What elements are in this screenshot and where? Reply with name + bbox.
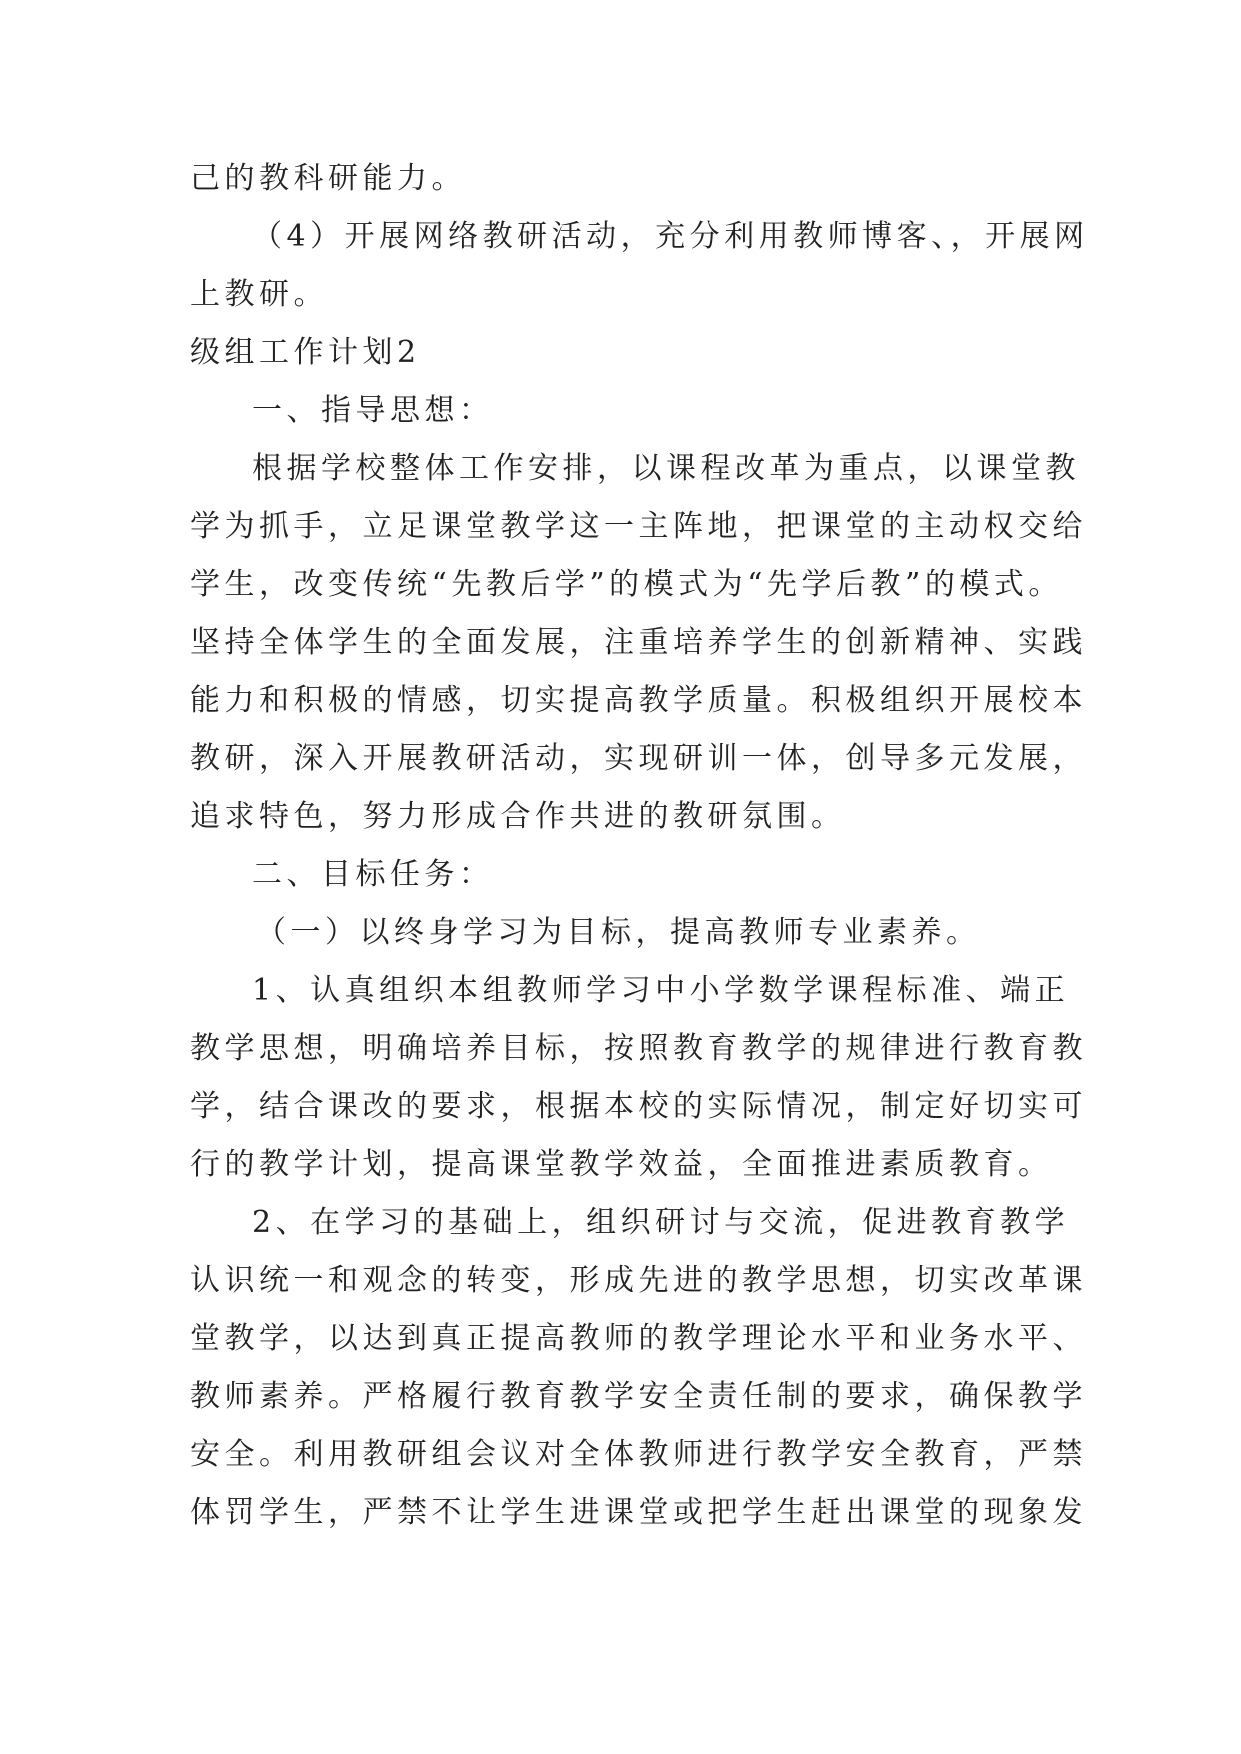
paragraph-line: 学为抓手，立足课堂教学这一主阵地，把课堂的主动权交给 xyxy=(190,509,1087,544)
paragraph-line: 体罚学生，严禁不让学生进课堂或把学生赶出课堂的现象发 xyxy=(190,1495,1087,1530)
paragraph-line: 教学思想，明确培养目标，按照教育教学的规律进行教育教 xyxy=(190,1031,1087,1066)
paragraph-line: 认识统一和观念的转变，形成先进的教学思想，切实改革课 xyxy=(190,1263,1087,1298)
paragraph-line: 1、认真组织本组教师学习中小学数学课程标准、端正 xyxy=(252,973,1070,1008)
section-heading: 一、指导思想： xyxy=(252,393,494,428)
paragraph-line: 2、在学习的基础上，组织研讨与交流，促进教育教学 xyxy=(252,1205,1070,1240)
paragraph-line: 根据学校整体工作安排，以课程改革为重点，以课堂教 xyxy=(252,451,1080,486)
document-page xyxy=(190,150,1089,1542)
section-title: 级组工作计划2 xyxy=(190,335,421,370)
paragraph-line: 学生，改变传统“先教后学”的模式为“先学后教”的模式。 xyxy=(190,567,1063,602)
paragraph-line: 教研，深入开展教研活动，实现研训一体，创导多元发展， xyxy=(190,741,1087,776)
subsection-heading: （一）以终身学习为目标，提高教师专业素养。 xyxy=(256,915,981,950)
paragraph-line: 能力和积极的情感，切实提高教学质量。积极组织开展校本 xyxy=(190,683,1087,718)
paragraph-line: 学，结合课改的要求，根据本校的实际情况，制定好切实可 xyxy=(190,1089,1087,1124)
paragraph-line: 行的教学计划，提高课堂教学效益，全面推进素质教育。 xyxy=(190,1147,1053,1182)
paragraph-line: 安全。利用教研组会议对全体教师进行教学安全教育，严禁 xyxy=(190,1437,1087,1472)
paragraph-line: （4）开展网络教研活动，充分利用教师博客、，开展网 xyxy=(252,219,1089,254)
paragraph-line: 追求特色，努力形成合作共进的教研氛围。 xyxy=(190,799,846,834)
paragraph-line: 己的教科研能力。 xyxy=(190,161,466,196)
paragraph-line: 上教研。 xyxy=(190,277,328,312)
paragraph-line: 坚持全体学生的全面发展，注重培养学生的创新精神、实践 xyxy=(190,625,1087,660)
paragraph-line: 教师素养。严格履行教育教学安全责任制的要求，确保教学 xyxy=(190,1379,1087,1414)
paragraph-line: 堂教学，以达到真正提高教师的教学理论水平和业务水平、 xyxy=(190,1321,1087,1356)
section-heading: 二、目标任务： xyxy=(252,857,494,892)
